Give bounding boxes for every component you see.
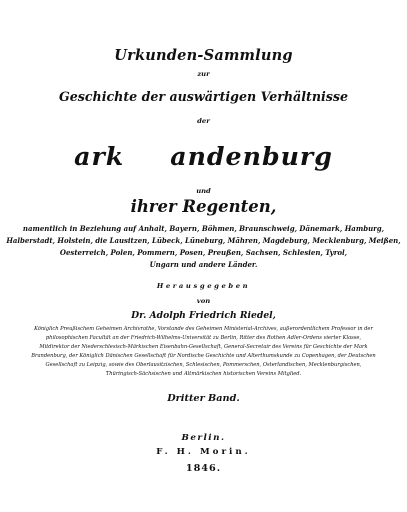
title-line-mark-brandenburg (0, 141, 407, 171)
title-connector-zur: zur (197, 70, 210, 78)
author-credential-line: Thüringisch-Sächsischen und Altmärkischen historischen Vereins Mitglied. (105, 371, 302, 377)
author-credential-line: Königlich Preußischem Geheimen Archivrathe, Vorstande des Geheimen Ministerial-Archives, außerordentlichem Professor in der (34, 326, 373, 332)
title-fragment-ark: ark (74, 141, 125, 171)
author-credential-line: Brandenburg, der Königlich Dänischen Gesellschaft für Nordische Geschichte und Alterthumskunde zu Copenhagen, der Deutschen (31, 353, 376, 359)
title-fragment-andenburg: andenburg (170, 141, 333, 171)
subtitle-line: namentlich in Beziehung auf Anhalt, Bayern, Böhmen, Braunschweig, Dänemark, Hamburg, (22, 224, 385, 233)
title-line-geschichte: Geschichte der auswärtigen Verhältnisse (58, 89, 349, 104)
publication-city: Berlin. (181, 433, 226, 443)
publication-year: 1846. (185, 463, 222, 474)
volume-label: Dritter Band. (167, 393, 240, 404)
subtitle-line: Halberstadt, Holstein, die Lausitzen, Lübeck, Lüneburg, Mähren, Magdeburg, Mecklenburg, Meißen, (6, 236, 401, 245)
title-connector-und: und (196, 187, 211, 195)
main-title: Urkunden-Sammlung (114, 47, 293, 64)
title-connector-der: der (197, 117, 210, 125)
subtitle-line: Oesterreich, Polen, Pommern, Posen, Preußen, Sachsen, Schlesien, Tyrol, (59, 248, 348, 257)
author-name: Dr. Adolph Friedrich Riedel, (131, 310, 276, 321)
author-credential-line: Mitdirektor der Niederschlesisch-Märkischen Eisenbahn-Gesellschaft, General-Secretair des Vereins für Geschichte der Mark (39, 344, 368, 350)
author-credential-line: philosophischen Facultät an der Friedrich-Wilhelms-Universität zu Berlin, Ritter des Rothen Adler-Ordens vierter Klasse, (45, 335, 362, 341)
subtitle-line: Ungarn und andere Länder. (149, 260, 258, 269)
author-credential-line: Gesellschaft zu Leipzig, sowie des Oberlausitzischen, Schlesischen, Pommerschen, Osterlandischen, Mecklenburgischen, (45, 362, 362, 368)
herausgegeben-label: Herausgegeben (156, 282, 251, 290)
title-line-regenten: ihrer Regenten, (130, 197, 277, 216)
publisher-name: F. H. Morin. (156, 447, 251, 457)
von-label: von (196, 297, 211, 305)
